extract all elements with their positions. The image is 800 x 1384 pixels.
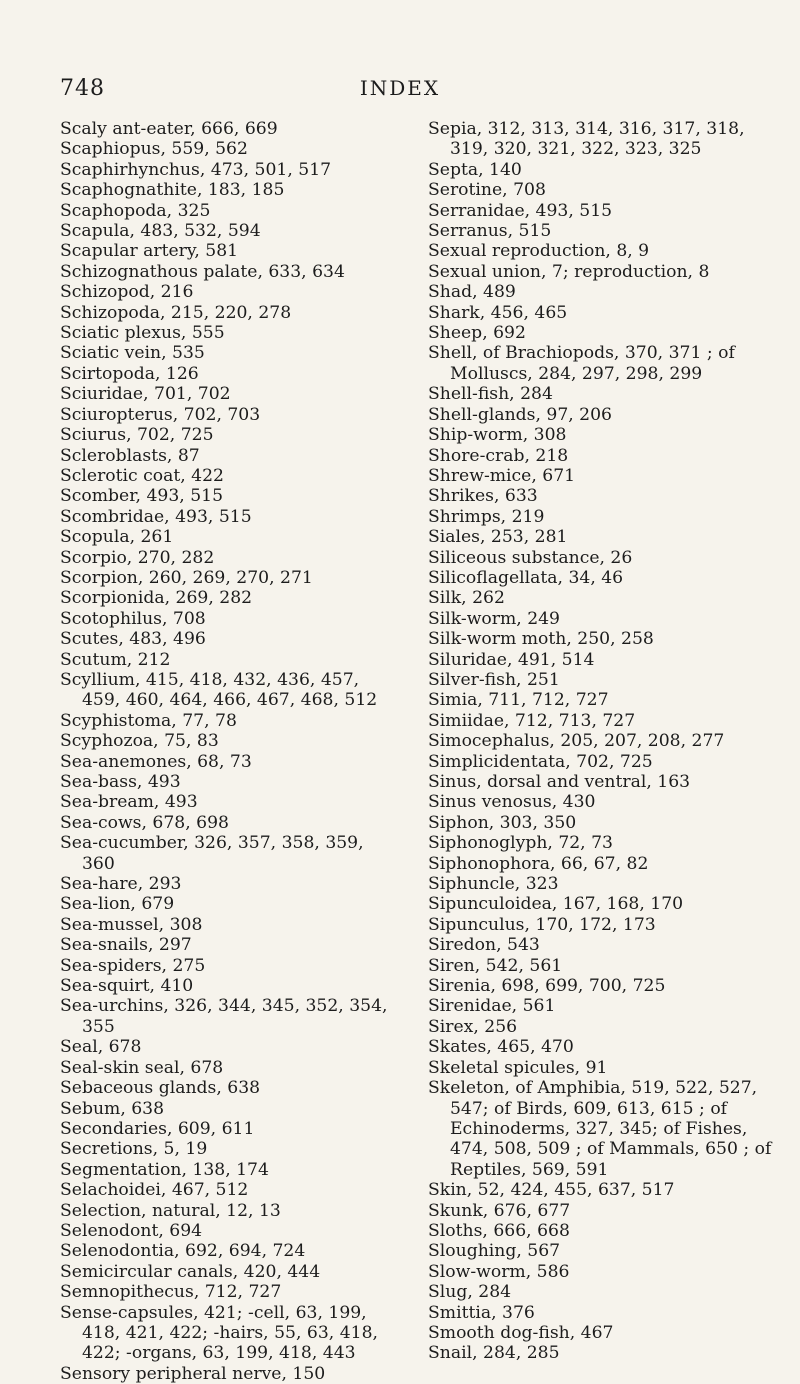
- index-entry: Sirenidae, 561: [428, 996, 556, 1017]
- index-entry: Segmentation, 138, 174: [60, 1159, 269, 1180]
- index-column-left: [60, 119, 400, 1384]
- index-entry: Shell-fish, 284: [428, 384, 553, 405]
- index-entry: Sciatic vein, 535: [60, 343, 205, 364]
- index-entry: Seal, 678: [60, 1037, 142, 1058]
- index-entry: Skates, 465, 470: [428, 1037, 574, 1058]
- index-entry: Sepia, 312, 313, 314, 316, 317, 318, 319, 320, 321, 322, 323, 325: [428, 119, 745, 160]
- index-entry: Smittia, 376: [428, 1302, 535, 1323]
- page-number: 748: [60, 76, 105, 101]
- index-entry: Sloths, 666, 668: [428, 1220, 570, 1241]
- index-entry: Snail, 284, 285: [428, 1343, 560, 1364]
- index-entry: Silk-worm moth, 250, 258: [428, 629, 654, 650]
- index-entry: Slug, 284: [428, 1282, 512, 1303]
- index-entry: Shark, 456, 465: [428, 302, 568, 323]
- index-entry: Scaphopoda, 325: [60, 200, 211, 221]
- index-entry: Sea-cows, 678, 698: [60, 812, 229, 833]
- index-entry: Semnopithecus, 712, 727: [60, 1282, 282, 1303]
- index-entry: Simia, 711, 712, 727: [428, 690, 609, 711]
- index-entry: Siphon, 303, 350: [428, 812, 577, 833]
- index-entry: Schizopod, 216: [60, 282, 194, 303]
- index-entry: Scaly ant-eater, 666, 669: [60, 119, 278, 139]
- index-entry: Scorpion, 260, 269, 270, 271: [60, 567, 313, 588]
- index-entry: Scotophilus, 708: [60, 608, 206, 629]
- index-entry: Scomber, 493, 515: [60, 486, 224, 507]
- index-entry: Sipunculoidea, 167, 168, 170: [428, 894, 684, 915]
- index-entry: Seal-skin seal, 678: [60, 1057, 224, 1078]
- index-entry: Serotine, 708: [428, 180, 546, 201]
- index-entry: Scaphiopus, 559, 562: [60, 139, 248, 160]
- index-entry: Secretions, 5, 19: [60, 1139, 208, 1160]
- index-entry: Septa, 140: [428, 159, 522, 180]
- index-entry: Scirtopoda, 126: [60, 363, 199, 384]
- index-entry: Skeletal spicules, 91: [428, 1057, 608, 1078]
- index-entry: Sea-spiders, 275: [60, 955, 206, 976]
- index-entry: Sense-capsules, 421; -cell, 63, 199, 418, 421, 422; -hairs, 55, 63, 418, 422; -organs, 63, 199, 418, 443: [60, 1302, 378, 1364]
- index-entry: Scutum, 212: [60, 649, 171, 670]
- index-entry: Sinus venosus, 430: [428, 792, 596, 813]
- index-entry: Simplicidentata, 702, 725: [428, 751, 653, 772]
- index-entry: Semicircular canals, 420, 444: [60, 1261, 321, 1282]
- index-entry: Shad, 489: [428, 282, 516, 303]
- index-entry: Skeleton, of Amphibia, 519, 522, 527, 547; of Birds, 609, 613, 615 ; of Echinoderms, 327, 345; of Fishes, 474, 508, 509 ; of Mammals, 650 ; of Reptiles, 569, 591: [428, 1078, 772, 1180]
- index-entry: Shrikes, 633: [428, 486, 538, 507]
- index-entry: Secondaries, 609, 611: [60, 1118, 255, 1139]
- index-entry: Sciatic plexus, 555: [60, 323, 225, 344]
- index-entry: Sebum, 638: [60, 1098, 165, 1119]
- index-entry: Sciuridae, 701, 702: [60, 384, 231, 405]
- index-entry: Simocephalus, 205, 207, 208, 277: [428, 731, 725, 752]
- index-entry: Sirex, 256: [428, 1016, 518, 1037]
- index-entry: Sexual union, 7; reproduction, 8: [428, 261, 710, 282]
- index-entry: Selachoidei, 467, 512: [60, 1180, 249, 1201]
- index-entry: Skunk, 676, 677: [428, 1200, 571, 1221]
- index-entry: Shrimps, 219: [428, 506, 545, 527]
- index-entry: Scleroblasts, 87: [60, 445, 200, 466]
- index-entry: Schizognathous palate, 633, 634: [60, 261, 345, 282]
- index-entry: Schizopoda, 215, 220, 278: [60, 302, 292, 323]
- index-entry: Sea-urchins, 326, 344, 345, 352, 354, 355: [60, 996, 388, 1037]
- index-entry: Scyphozoa, 75, 83: [60, 731, 219, 752]
- index-entry: Sensory peripheral nerve, 150: [60, 1363, 326, 1384]
- index-entry: Sea-snails, 297: [60, 935, 192, 956]
- index-entry: Silicoflagellata, 34, 46: [428, 567, 624, 588]
- index-entry: Scyphistoma, 77, 78: [60, 710, 237, 731]
- index-entry: Sipunculus, 170, 172, 173: [428, 914, 656, 935]
- page-header: [0, 76, 800, 106]
- index-entry: Sheep, 692: [428, 323, 526, 344]
- index-entry: Scorpio, 270, 282: [60, 547, 215, 568]
- index-entry: Smooth dog-fish, 467: [428, 1322, 614, 1343]
- index-entry: Skin, 52, 424, 455, 637, 517: [428, 1180, 675, 1201]
- index-entry: Scombridae, 493, 515: [60, 506, 252, 527]
- running-head: INDEX: [359, 76, 441, 100]
- index-entry: Siliceous substance, 26: [428, 547, 633, 568]
- index-entry: Shell, of Brachiopods, 370, 371 ; of Molluscs, 284, 297, 298, 299: [428, 343, 735, 384]
- index-entry: Slow-worm, 586: [428, 1261, 570, 1282]
- index-entry: Sciuropterus, 702, 703: [60, 404, 261, 425]
- index-entry: Selenodontia, 692, 694, 724: [60, 1241, 306, 1262]
- index-entry: Sirenia, 698, 699, 700, 725: [428, 976, 666, 997]
- index-entry: Scyllium, 415, 418, 432, 436, 457, 459, 460, 464, 466, 467, 468, 512: [60, 669, 378, 711]
- index-entry: Scorpionida, 269, 282: [60, 588, 253, 609]
- index-entry: Sciurus, 702, 725: [60, 425, 214, 446]
- index-entry: Siphuncle, 323: [428, 874, 559, 895]
- index-entry: Sea-anemones, 68, 73: [60, 751, 252, 772]
- index-entry: Selenodont, 694: [60, 1220, 203, 1241]
- index-entry: Sexual reproduction, 8, 9: [428, 241, 650, 262]
- index-entry: Simiidae, 712, 713, 727: [428, 710, 636, 731]
- index-entry: Siren, 542, 561: [428, 955, 563, 976]
- index-entry: Sloughing, 567: [428, 1241, 561, 1262]
- index-entry: Siluridae, 491, 514: [428, 649, 595, 670]
- index-entry: Sea-lion, 679: [60, 894, 175, 915]
- index-entry: Scaphirhynchus, 473, 501, 517: [60, 159, 332, 180]
- index-entry: Shore-crab, 218: [428, 445, 569, 466]
- index-entry: Siphonophora, 66, 67, 82: [428, 853, 649, 874]
- index-entry: Sinus, dorsal and ventral, 163: [428, 772, 691, 792]
- index-entry: Ship-worm, 308: [428, 425, 567, 446]
- index-entry: Serranus, 515: [428, 221, 552, 242]
- index-entry: Siredon, 543: [428, 935, 540, 956]
- index-entry: Sea-hare, 293: [60, 874, 182, 895]
- index-entry: Silk, 262: [428, 588, 505, 609]
- index-entry: Scaphognathite, 183, 185: [60, 180, 285, 201]
- index-entry: Scopula, 261: [60, 527, 174, 548]
- index-entry: Sea-bass, 493: [60, 772, 181, 792]
- index-entry: Silk-worm, 249: [428, 608, 560, 629]
- index-entry: Sea-cucumber, 326, 357, 358, 359, 360: [60, 833, 364, 874]
- index-entry: Scapula, 483, 532, 594: [60, 221, 261, 242]
- index-entry: Silver-fish, 251: [428, 669, 560, 690]
- index-entry: Shrew-mice, 671: [428, 465, 576, 486]
- index-column-right: [428, 119, 778, 1364]
- index-entry: Scutes, 483, 496: [60, 629, 206, 650]
- index-entry: Sclerotic coat, 422: [60, 465, 224, 486]
- index-entry: Siphonoglyph, 72, 73: [428, 833, 613, 854]
- index-entry: Sea-squirt, 410: [60, 976, 194, 997]
- index-entry: Serranidae, 493, 515: [428, 200, 613, 221]
- index-entry: Shell-glands, 97, 206: [428, 404, 612, 425]
- index-entry: Siales, 253, 281: [428, 527, 568, 548]
- index-entry: Sea-bream, 493: [60, 792, 198, 813]
- index-entry: Selection, natural, 12, 13: [60, 1200, 281, 1221]
- index-entry: Scapular artery, 581: [60, 241, 239, 262]
- index-entry: Sea-mussel, 308: [60, 914, 203, 935]
- index-entry: Sebaceous glands, 638: [60, 1078, 261, 1099]
